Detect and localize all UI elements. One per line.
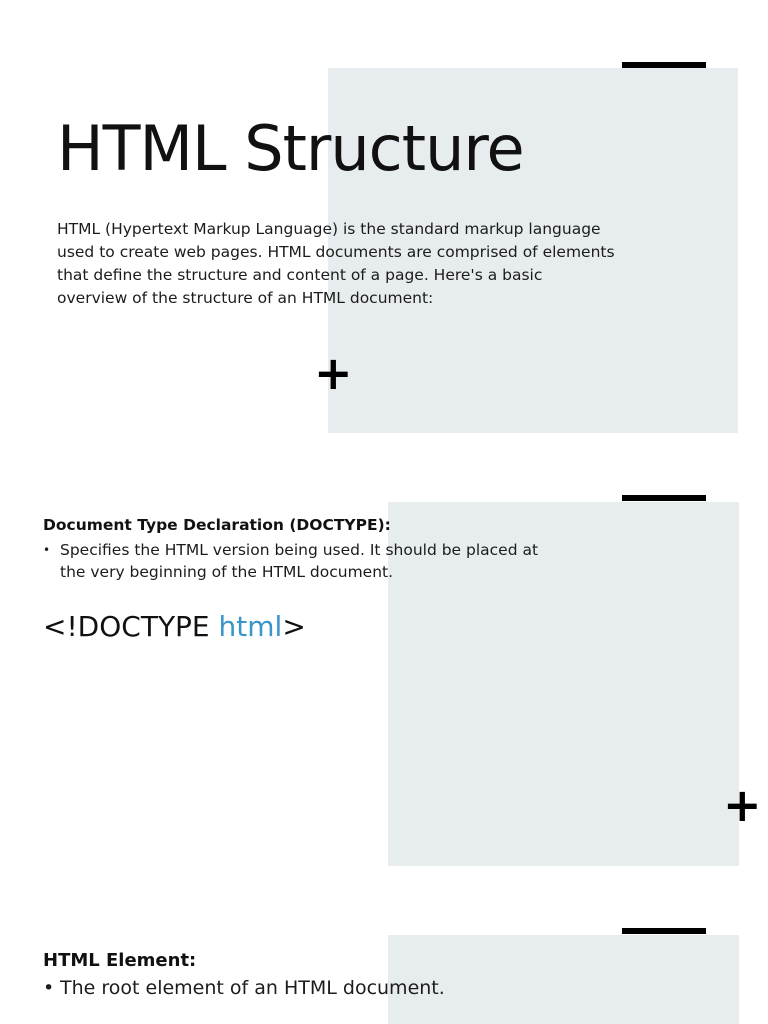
section-heading-html-element: HTML Element: <box>43 950 197 971</box>
bullet-text: The root element of an HTML document. <box>60 977 445 999</box>
accent-bar <box>622 928 706 934</box>
plus-icon: + <box>723 778 762 832</box>
bullet-marker: • <box>43 977 55 999</box>
code-suffix: > <box>282 610 306 643</box>
plus-icon: + <box>314 346 353 400</box>
code-keyword: html <box>218 610 283 643</box>
bullet-text: Specifies the HTML version being used. It should be placed at the very beginning of the HTML document. <box>60 541 539 581</box>
bullet-item <box>43 539 563 583</box>
code-prefix: <!DOCTYPE <box>43 610 219 643</box>
section-heading-doctype: Document Type Declaration (DOCTYPE): <box>43 516 391 534</box>
accent-bar <box>622 495 706 501</box>
code-snippet <box>43 610 306 643</box>
bullet-item <box>43 975 603 1001</box>
page-title: HTML Structure <box>57 112 524 185</box>
bullet-marker: • <box>43 543 51 557</box>
accent-bar <box>622 62 706 68</box>
intro-paragraph: HTML (Hypertext Markup Language) is the standard markup language used to create web pages. HTML documents are comprised of elements that define the structure and content of a page. Here's a basic overview of the structure of an HTML document: <box>57 220 615 307</box>
